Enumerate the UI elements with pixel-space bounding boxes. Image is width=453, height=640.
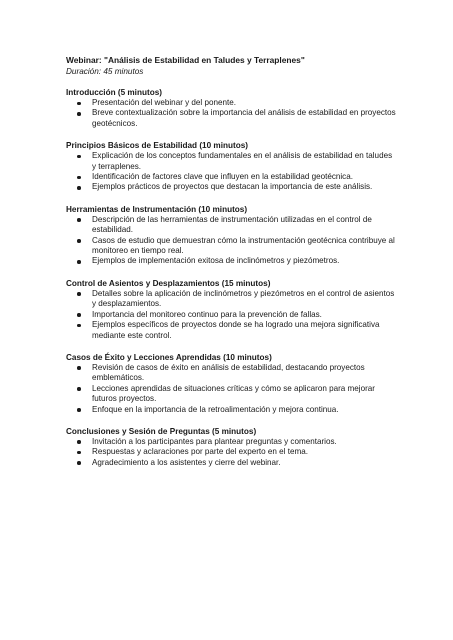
bullet-list: [66, 151, 396, 193]
bullet-icon: [77, 112, 81, 116]
section-casos-exito: [66, 352, 396, 415]
list-item: [66, 151, 396, 172]
list-item-text: Agradecimiento a los asistentes y cierre del webinar.: [92, 457, 281, 467]
list-item-text: Casos de estudio que demuestran cómo la instrumentación geotécnica contribuye al monitoreo en tiempo real.: [92, 235, 395, 256]
list-item: [66, 363, 396, 384]
list-item-text: Presentación del webinar y del ponente.: [92, 98, 236, 107]
section-heading: Introducción (5 minutos): [66, 88, 162, 97]
section-heading: Herramientas de Instrumentación (10 minutos): [66, 204, 248, 214]
document-title: Webinar: "Análisis de Estabilidad en Taludes y Terraplenes": [66, 55, 305, 65]
bullet-icon: [77, 440, 81, 444]
section-heading: Control de Asientos y Desplazamientos (15 minutos): [66, 278, 271, 288]
list-item: [66, 256, 396, 266]
bullet-list: [66, 98, 396, 129]
bullet-icon: [77, 260, 81, 264]
list-item: [66, 215, 396, 236]
bullet-icon: [77, 239, 81, 243]
bullet-icon: [77, 292, 81, 296]
list-item-text: Descripción de las herramientas de instrumentación utilizadas en el control de estabilidad.: [92, 214, 372, 235]
bullet-icon: [77, 186, 81, 190]
section-principios-basicos: [66, 140, 396, 193]
bullet-list: [66, 437, 396, 468]
list-item-text: Identificación de factores clave que influyen en la estabilidad geotécnica.: [92, 172, 353, 182]
document-page: [66, 55, 396, 479]
list-item: [66, 289, 396, 310]
list-item: [66, 182, 396, 192]
list-item-text: Breve contextualización sobre la importancia del análisis de estabilidad en proyectos geotécnicos.: [92, 108, 396, 128]
list-item: [66, 458, 396, 468]
list-item: [66, 172, 396, 182]
section-heading: Principios Básicos de Estabilidad (10 minutos): [66, 141, 248, 151]
section-conclusiones: [66, 426, 396, 468]
bullet-list: [66, 289, 396, 341]
bullet-list: [66, 215, 396, 267]
list-item-text: Enfoque en la importancia de la retroalimentación y mejora continua.: [92, 404, 339, 414]
list-item: [66, 447, 396, 457]
bullet-icon: [77, 461, 81, 465]
list-item: [66, 310, 396, 320]
list-item: [66, 236, 396, 257]
bullet-list: [66, 363, 396, 415]
bullet-icon: [77, 324, 81, 328]
section-heading: Conclusiones y Sesión de Preguntas (5 minutos): [66, 426, 257, 436]
list-item-text: Ejemplos de implementación exitosa de inclinómetros y piezómetros.: [92, 256, 340, 266]
list-item: [66, 437, 396, 447]
list-item-text: Detalles sobre la aplicación de inclinómetros y piezómetros en el control de asientos y desplazamientos.: [92, 288, 395, 309]
list-item: [66, 320, 396, 341]
bullet-icon: [77, 408, 81, 412]
list-item-text: Ejemplos específicos de proyectos donde se ha logrado una mejora significativa mediante este control.: [92, 320, 380, 340]
bullet-icon: [77, 451, 81, 455]
bullet-icon: [77, 102, 81, 106]
section-herramientas-instrumentacion: [66, 204, 396, 267]
list-item-text: Lecciones aprendidas de situaciones críticas y cómo se aplicaron para mejorar futuros proyectos.: [92, 383, 375, 404]
bullet-icon: [77, 366, 81, 370]
list-item: [66, 405, 396, 415]
bullet-icon: [77, 155, 81, 159]
list-item-text: Invitación a los participantes para plantear preguntas y comentarios.: [92, 436, 337, 446]
bullet-icon: [77, 218, 81, 222]
section-heading: Casos de Éxito y Lecciones Aprendidas (10 minutos): [66, 352, 272, 362]
section-control-asientos: [66, 278, 396, 341]
list-item-text: Explicación de los conceptos fundamentales en el análisis de estabilidad en taludes y terraplenes.: [92, 151, 393, 171]
bullet-icon: [77, 176, 81, 180]
list-item-text: Ejemplos prácticos de proyectos que destacan la importancia de este análisis.: [92, 182, 373, 192]
list-item: [66, 384, 396, 405]
list-item-text: Importancia del monitoreo continuo para la prevención de fallas.: [92, 309, 322, 319]
bullet-icon: [77, 387, 81, 391]
section-introduccion: [66, 87, 396, 129]
list-item: [66, 98, 396, 108]
document-duration: Duración: 45 minutos: [66, 67, 144, 76]
list-item-text: Revisión de casos de éxito en análisis de estabilidad, destacando proyectos emblemáticos.: [92, 362, 365, 383]
list-item: [66, 108, 396, 129]
bullet-icon: [77, 313, 81, 317]
list-item-text: Respuestas y aclaraciones por parte del experto en el tema.: [92, 447, 308, 457]
